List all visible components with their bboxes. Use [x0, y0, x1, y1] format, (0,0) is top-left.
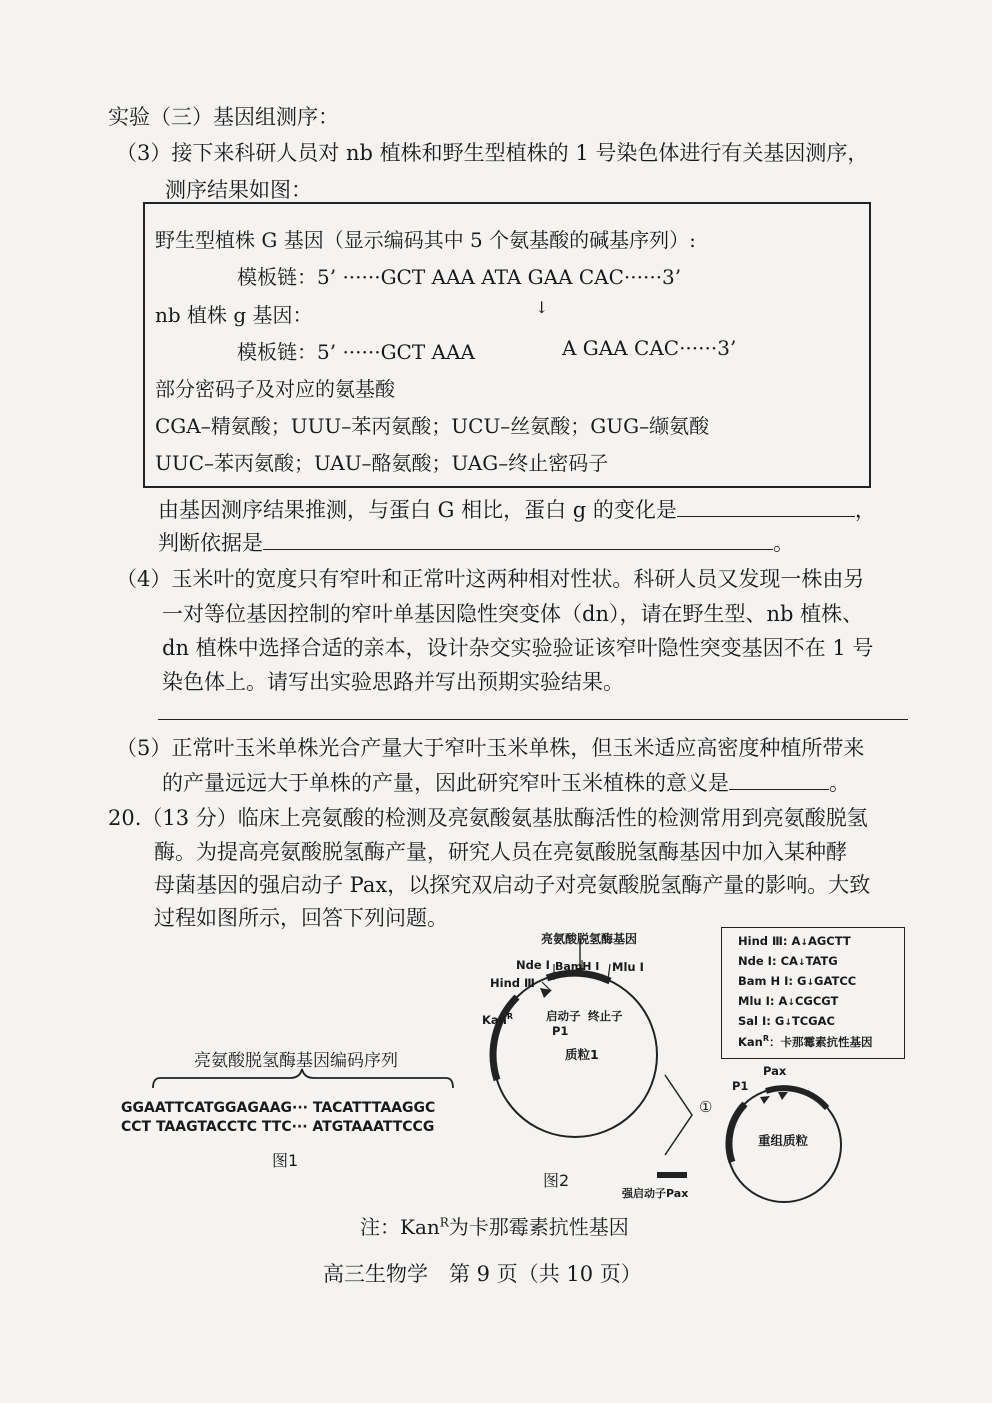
kan-label — [482, 1012, 513, 1027]
q3-ask-basis-text: 判断依据是 — [158, 531, 263, 555]
enzyme-seq-right: TATG — [805, 954, 838, 968]
q3-line1: （3）接下来科研人员对 nb 植株和野生型植株的 1 号染色体进行有关基因测序， — [116, 141, 869, 165]
enzyme-seq-right: AGCTT — [807, 934, 851, 948]
q4-line3: dn 植株中选择合适的亲本，设计杂交实验验证该窄叶隐性突变基因不在 1 号 — [162, 636, 874, 660]
answer-blank-2[interactable] — [263, 548, 773, 550]
q20-line3: 母菌基因的强启动子 Pax，以探究双启动子对亮氨酸脱氢酶产量的影响。大致 — [154, 873, 871, 897]
cut-arrow-icon: ↓ — [806, 978, 815, 988]
enzyme-seq-left: CA — [780, 954, 798, 968]
bamhi-label: BamH I — [555, 960, 600, 973]
enzyme-sup: R — [762, 1034, 770, 1044]
restriction-enzyme-legend — [721, 927, 905, 1059]
answer-blank-1[interactable] — [677, 515, 855, 517]
nb-template-strand-part1: 模板链：5’ ······GCT AAA — [237, 340, 475, 364]
p1-arrow-icon — [760, 1096, 770, 1104]
codon-line-2: UUC–苯丙氨酸；UAU–酪氨酸；UAG–终止密码子 — [155, 451, 609, 475]
enzyme-seq-right: CGCGT — [794, 994, 839, 1008]
note — [360, 1211, 629, 1240]
enzyme-name: Kan — [738, 1035, 763, 1049]
note-prefix: 注：Kan — [360, 1215, 440, 1239]
answer-line-q4[interactable] — [158, 719, 908, 720]
codon-table-title: 部分密码子及对应的氨基酸 — [155, 377, 395, 401]
cut-arrow-icon: ↓ — [784, 1018, 792, 1028]
enzyme-row — [738, 954, 838, 968]
p1-label: P1 — [552, 1024, 569, 1038]
note-sup: R — [439, 1215, 449, 1230]
mlui-label: Mlu I — [612, 960, 644, 974]
cut-arrow-icon: ↓ — [797, 958, 806, 968]
promoter-label: 启动子 — [546, 1009, 581, 1023]
answer-blank-3[interactable] — [729, 788, 829, 790]
step-arrow — [665, 1075, 692, 1155]
enzyme-name: Bam H I: — [738, 974, 794, 988]
q3-ask-change-end: ， — [854, 498, 876, 522]
cut-arrow-icon: ↓ — [787, 998, 795, 1008]
q5-line2-text: 的产量远远大于单株的产量，因此研究窄叶玉米植株的意义是 — [162, 771, 729, 795]
ndel-label: Nde I — [516, 958, 550, 972]
gene-segment — [547, 973, 610, 981]
q4-line4: 染色体上。请写出实验思路并写出预期实验结果。 — [162, 670, 624, 694]
enzyme-row — [738, 974, 856, 988]
enzyme-seq-right: TCGAC — [791, 1014, 835, 1028]
q3-line2: 测序结果如图： — [165, 178, 312, 202]
enzyme-desc: ：卡那霉素抗性基因 — [769, 1035, 873, 1049]
q20-line4: 过程如图所示，回答下列问题。 — [154, 906, 448, 930]
sequencing-result-box — [143, 202, 871, 488]
q20-line2: 酶。为提高亮氨酸脱氢酶产量，研究人员在亮氨酸脱氢酶基因中加入某种酵 — [154, 840, 847, 864]
figure1-caption: 图1 — [272, 1151, 299, 1170]
q5-line2-end: 。 — [829, 771, 850, 795]
enzyme-seq-right: GATCC — [814, 974, 857, 988]
page-footer: 高三生物学 第 9 页（共 10 页） — [323, 1262, 642, 1286]
figure1-seq-bottom: CCT TAAGTACCTC TTC··· ATGTAAATTCCG — [121, 1119, 435, 1135]
enzyme-seq-left: G — [797, 974, 807, 988]
figure1-seq-top: GGAATTCATGGAGAAG··· TACATTTAAGGC — [121, 1100, 436, 1116]
q3-ask-change-text: 由基因测序结果推测，与蛋白 G 相比，蛋白 g 的变化是 — [158, 498, 677, 522]
down-arrow-icon: ↓ — [535, 298, 549, 317]
enzyme-name: Hind Ⅲ: — [738, 934, 788, 948]
enzyme-row — [738, 1014, 835, 1028]
figure1-bracket — [150, 1066, 460, 1092]
recombinant-pax-label: Pax — [763, 1064, 787, 1078]
nb-template-strand-part2: A GAA CAC······3’ — [562, 336, 737, 360]
q4-line1: （4）玉米叶的宽度只有窄叶和正常叶这两种相对性状。科研人员又发现一株由另 — [116, 567, 865, 591]
enzyme-seq-left: A — [791, 934, 801, 948]
q4-line2: 一对等位基因控制的窄叶单基因隐性突变体（dn），请在野生型、nb 植株、 — [162, 602, 864, 626]
enzyme-row — [738, 994, 838, 1008]
terminator-label: 终止子 — [588, 1009, 623, 1023]
recombinant-plasmid-label: 重组质粒 — [758, 1133, 809, 1148]
codon-line-1: CGA–精氨酸；UUU–苯丙氨酸；UCU–丝氨酸；GUG–缬氨酸 — [155, 414, 710, 438]
pax-arrow-icon — [778, 1092, 788, 1100]
q3-ask-change — [158, 494, 876, 524]
q3-ask-basis-end: 。 — [773, 531, 794, 555]
recombinant-p1-label: P1 — [732, 1079, 749, 1093]
hindiii-label: Hind Ⅲ — [490, 976, 535, 990]
strong-promoter-pax-block — [657, 1172, 687, 1178]
enzyme-seq-left: G — [774, 1014, 785, 1028]
enzyme-name: Nde I: — [738, 954, 777, 968]
q3-ask-basis — [158, 527, 794, 557]
kan-sup: R — [506, 1012, 514, 1021]
note-text: 为卡那霉素抗性基因 — [448, 1215, 629, 1239]
enzyme-name: Mlu I: — [738, 994, 775, 1008]
q5-line1: （5）正常叶玉米单株光合产量大于窄叶玉米单株，但玉米适应高密度种植所带来 — [116, 736, 865, 760]
q5-line2 — [162, 767, 850, 797]
nb-gene-title: nb 植株 g 基因： — [155, 303, 313, 327]
step-one-label: ① — [699, 1098, 713, 1116]
figure2-diagram — [470, 920, 730, 1210]
figure2-caption: 图2 — [543, 1171, 570, 1190]
section-heading: 实验（三）基因组测序： — [108, 105, 339, 129]
wild-type-template-strand: 模板链：5’ ······GCT AAA ATA GAA CAC······3’ — [237, 265, 682, 289]
kan-resistance-segment — [493, 997, 517, 1080]
enzyme-name: Sal I: — [738, 1014, 771, 1028]
kan-text: Kan — [482, 1012, 507, 1027]
strong-promoter-label: 强启动子Pax — [622, 1187, 689, 1200]
enzyme-row — [738, 934, 851, 948]
wild-type-title: 野生型植株 G 基因（显示编码其中 5 个氨基酸的碱基序列）: — [155, 228, 696, 252]
q20-line1: 20.（13 分）临床上亮氨酸的检测及亮氨酸氨基肽酶活性的检测常用到亮氨酸脱氢 — [108, 806, 868, 830]
figure1-title: 亮氨酸脱氢酶基因编码序列 — [194, 1051, 398, 1071]
cut-arrow-icon: ↓ — [800, 938, 808, 948]
plasmid1-label: 质粒1 — [565, 1047, 599, 1062]
enzyme-row — [738, 1034, 873, 1050]
enzyme-seq-left: A — [778, 994, 788, 1008]
gene-label: 亮氨酸脱氢酶基因 — [541, 932, 638, 946]
